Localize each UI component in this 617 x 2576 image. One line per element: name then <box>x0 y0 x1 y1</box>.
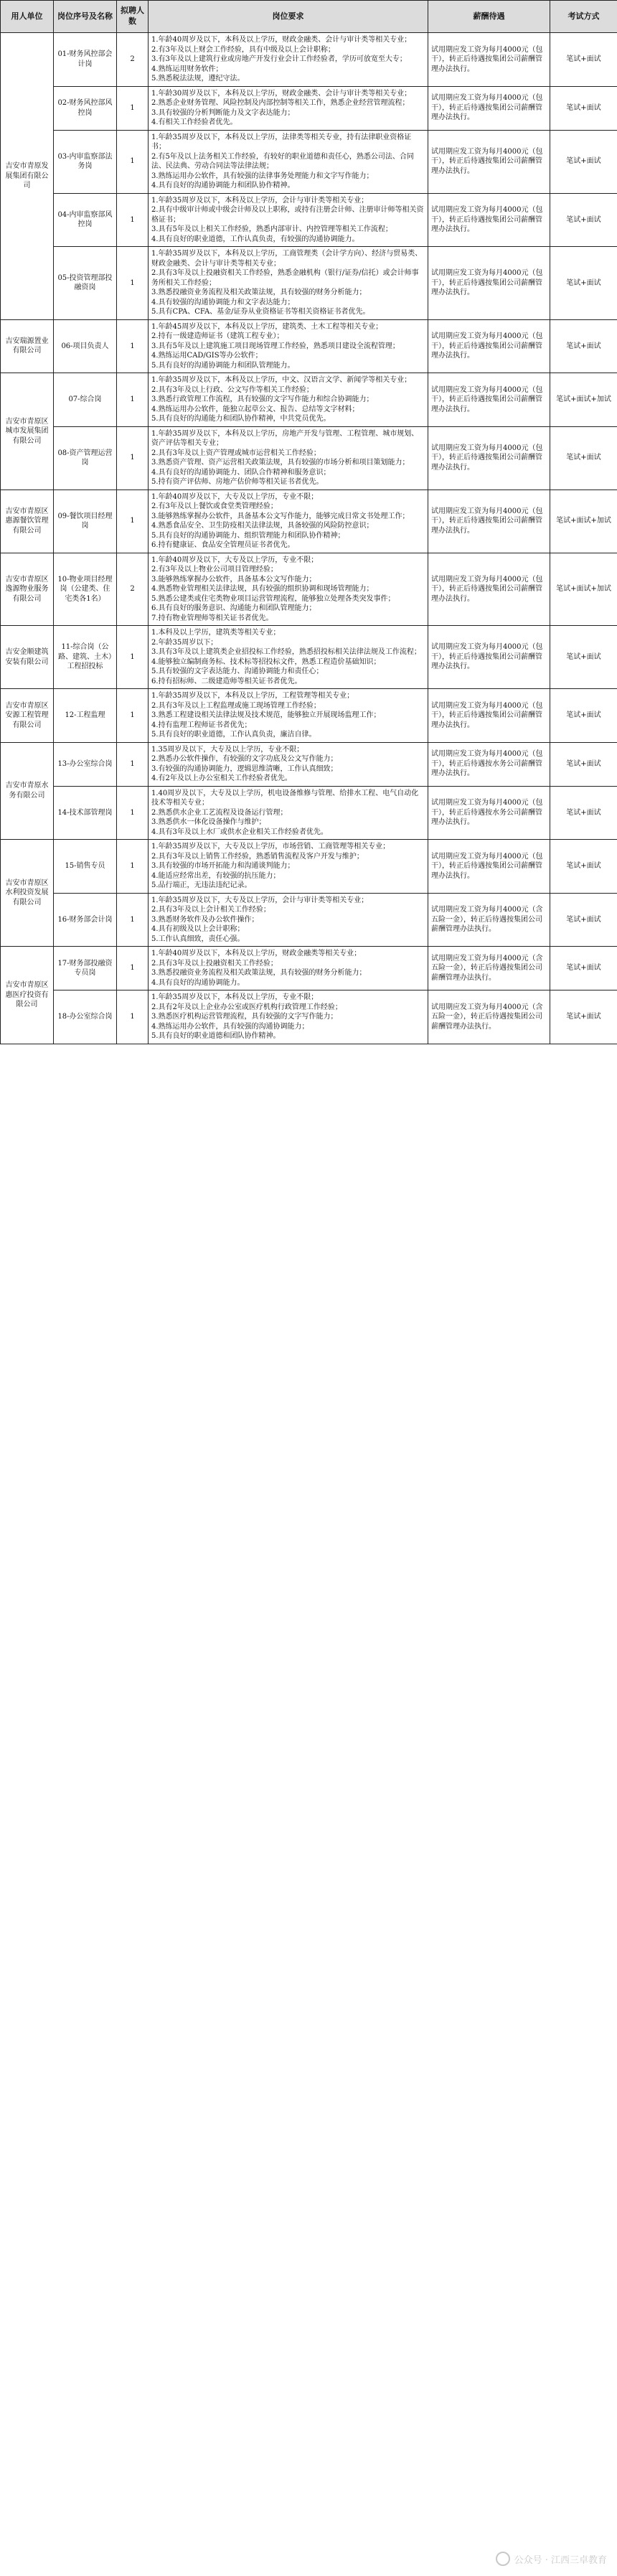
table-row <box>1 990 617 1044</box>
requirements-cell: 1.年龄40周岁及以下，大专及以上学历，专业不限； 2.有3年及以上物业公司项目管理经验； 3.能够熟练掌握办公软件，具备基本公文写作能力； 4.熟悉物业管理相关法律法规，具有较强的组织协调和现场管理能力； 5.熟悉公建类或住宅类物业项目运营管理流程，能够独立处理各类突发事件； 6.具有良好的服务意识、沟通能力和团队管理能力； 7.持有物业管理师等相关证书者优先。 <box>149 553 428 626</box>
table-row <box>1 553 617 626</box>
employer-cell: 吉安市青原区惠源餐饮管理有限公司 <box>1 490 54 553</box>
exam-cell: 笔试+面试 <box>550 319 617 373</box>
requirements-cell: 1.年龄35周岁及以下，本科及以上学历，中文、汉语言文学、新闻学等相关专业； 2.具有3年及以上行政、公文写作等相关工作经验； 3.熟悉行政管理工作流程，具有较强的文字写作能力和综合协调能力； 4.熟练运用办公软件，能独立起草公文、报告、总结等文字材料； 5.具有良好的沟通能力和团队协作精神，中共党员优先。 <box>149 373 428 427</box>
wechat-icon <box>496 2552 510 2566</box>
position-cell: 10-物业项目经理岗（公建类、住宅类各1名） <box>54 553 117 626</box>
count-cell: 1 <box>117 193 149 247</box>
salary-cell: 试用期应发工资为每月4000元（包干），转正后待遇按水务公司薪酬管理办法执行。 <box>428 742 550 786</box>
position-cell: 09-餐饮项目经理岗 <box>54 490 117 553</box>
header-salary: 薪酬待遇 <box>428 1 550 33</box>
count-cell: 1 <box>117 893 149 947</box>
table-row <box>1 426 617 490</box>
count-cell: 1 <box>117 86 149 130</box>
table-row <box>1 86 617 130</box>
exam-cell: 笔试+面试 <box>550 33 617 87</box>
requirements-cell: 1.年龄40周岁及以下，大专及以上学历，专业不限； 2.有3年及以上餐饮或食堂类管理经验； 3.能够熟练掌握办公软件，具备基本公文写作能力，能够完成日常文书处理工作； 4.熟悉食品安全、卫生防疫相关法律法规，具备较强的风险防控意识； 5.具有良好的沟通协调能力、组织管理能力和团队协作精神； 6.持有健康证、食品安全管理员证书者优先。 <box>149 490 428 553</box>
employer-cell: 吉安市青原区安源工程管理有限公司 <box>1 689 54 743</box>
exam-cell: 笔试+面试 <box>550 786 617 840</box>
exam-cell: 笔试+面试+加试 <box>550 490 617 553</box>
position-cell: 11-综合岗（公路、建筑、土木）工程招投标 <box>54 626 117 689</box>
salary-cell: 试用期应发工资为每月4000元（含五险一金），转正后待遇按集团公司薪酬管理办法执行。 <box>428 990 550 1044</box>
count-cell: 1 <box>117 130 149 193</box>
requirements-cell: 1.本科及以上学历，建筑类等相关专业； 2.年龄35周岁以下； 3.具有3年及以上建筑类企业招投标工作经验，熟悉招投标相关法律法规及工作流程； 4.能够独立编制商务标、技术标等招投标文件，熟悉工程造价基础知识； 5.具有较强的文字表达能力、沟通协调能力和责任心； 6.持有招标师、二级建造师等相关证书者优先。 <box>149 626 428 689</box>
header-requirements: 岗位要求 <box>149 1 428 33</box>
requirements-cell: 1.年龄40周岁及以下，本科及以上学历，财政金融类等相关专业； 2.具有3年及以上投融资相关工作经验； 3.熟悉投融资业务流程及相关政策法规，具有较强的财务分析能力； 4.具有良好的沟通协调能力。 <box>149 947 428 990</box>
requirements-cell: 1.年龄35周岁及以下，本科及以上学历，房地产开发与管理、工程管理、城市规划、资产评估等相关专业； 2.具有3年及以上资产管理或城市运营相关工作经验； 3.熟悉资产管理、资产运营相关政策法规，具有较强的市场分析和项目策划能力； 4.具有良好的沟通协调能力、团队合作精神和服务意识； 5.持有资产评估师、房地产估价师等相关证书者优先。 <box>149 426 428 490</box>
requirements-cell: 1.年龄35周岁及以下，大专及以上学历，市场营销、工商管理等相关专业； 2.具有3年及以上销售工作经验，熟悉销售流程及客户开发与维护； 3.具有较强的市场开拓能力和沟通谈判能力； 4.能适应经常出差，有较强的抗压能力； 5.品行端正，无违法违纪记录。 <box>149 840 428 894</box>
exam-cell: 笔试+面试 <box>550 990 617 1044</box>
exam-cell: 笔试+面试 <box>550 426 617 490</box>
exam-cell: 笔试+面试 <box>550 840 617 894</box>
table-row <box>1 786 617 840</box>
position-cell: 08-资产管理运营岗 <box>54 426 117 490</box>
exam-cell: 笔试+面试 <box>550 193 617 247</box>
count-cell: 2 <box>117 553 149 626</box>
employer-cell: 吉安市青原水务有限公司 <box>1 742 54 840</box>
salary-cell: 试用期应发工资为每月4000元（含五险一金），转正后待遇按集团公司薪酬管理办法执行。 <box>428 893 550 947</box>
table-row <box>1 840 617 894</box>
header-employer: 用人单位 <box>1 1 54 33</box>
requirements-cell: 1.年龄35周岁及以下，本科及以上学历，会计与审计类等相关专业； 2.具有中级审计师或中级会计师及以上职称，或持有注册会计师、注册审计师等相关资格证书； 3.具有5年及以上相关工作经验，熟悉内部审计、内控管理等相关工作流程； 4.具有良好的职业道德，工作认真负责，有较强的沟通协调能力。 <box>149 193 428 247</box>
count-cell: 1 <box>117 742 149 786</box>
position-cell: 03-内审监察部法务岗 <box>54 130 117 193</box>
salary-cell: 试用期应发工资为每月4000元（包干），转正后待遇按集团公司薪酬管理办法执行。 <box>428 33 550 87</box>
salary-cell: 试用期应发工资为每月4000元（包干），转正后待遇按集团公司薪酬管理办法执行。 <box>428 193 550 247</box>
requirements-cell: 1.年龄35周岁及以下，大专及以上学历，会计与审计类等相关专业； 2.具有3年及以上会计相关工作经验； 3.熟悉财务软件及办公软件操作； 4.具有初级及以上会计职称； 5.工作认真细致，责任心强。 <box>149 893 428 947</box>
salary-cell: 试用期应发工资为每月4000元（包干），转正后待遇按集团公司薪酬管理办法执行。 <box>428 373 550 427</box>
requirements-cell: 1.年龄35周岁及以下，本科及以上学历，工商管理类（会计学方向）、经济与贸易类、财政金融类、会计与审计类等相关专业； 2.具有3年及以上投融资相关工作经验，熟悉金融机构（银行/证券/信托）或会计师事务所相关工作经验； 3.熟悉投融资业务流程及相关政策法规，具有较强的财务分析能力； 4.具有较强的沟通协调能力和文字表达能力； 5.具有CPA、CFA、基金/证券从业资格证书等相关资格证书者优先。 <box>149 247 428 320</box>
salary-cell: 试用期应发工资为每月4000元（包干），转正后待遇按集团公司薪酬管理办法执行。 <box>428 86 550 130</box>
position-cell: 13-办公室综合岗 <box>54 742 117 786</box>
position-cell: 01-财务风控部会计岗 <box>54 33 117 87</box>
position-cell: 14-技术部管理岗 <box>54 786 117 840</box>
table-row <box>1 193 617 247</box>
table-row <box>1 490 617 553</box>
table-row <box>1 373 617 427</box>
count-cell: 1 <box>117 990 149 1044</box>
employer-cell: 吉安市青原区逸源物业服务有限公司 <box>1 553 54 626</box>
count-cell: 1 <box>117 626 149 689</box>
salary-cell: 试用期应发工资为每月4000元（包干），转正后待遇按集团公司薪酬管理办法执行。 <box>428 840 550 894</box>
position-cell: 05-投资管理部投融资岗 <box>54 247 117 320</box>
exam-cell: 笔试+面试 <box>550 689 617 743</box>
table-header-row <box>1 1 617 33</box>
table-row <box>1 130 617 193</box>
position-cell: 04-内审监察部风控岗 <box>54 193 117 247</box>
table-row <box>1 319 617 373</box>
requirements-cell: 1.年龄35周岁及以下，本科及以上学历，工程管理等相关专业； 2.具有3年及以上工程监理或施工现场管理工作经验； 3.熟悉工程建设相关法律法规及技术规范，能够独立开展现场监理工作； 4.持有监理工程师证书者优先； 5.具有良好的职业道德，工作认真负责，廉洁自律。 <box>149 689 428 743</box>
salary-cell: 试用期应发工资为每月4000元（包干），转正后待遇按集团公司薪酬管理办法执行。 <box>428 689 550 743</box>
position-cell: 12-工程监理 <box>54 689 117 743</box>
employer-cell: 吉安市青原发展集团有限公司 <box>1 33 54 320</box>
position-cell: 16-财务部会计岗 <box>54 893 117 947</box>
requirements-cell: 1.年龄45周岁及以下，本科及以上学历，建筑类、土木工程等相关专业； 2.持有一级建造师证书（建筑工程专业）； 3.具有5年及以上建筑施工项目现场管理工作经验，熟悉项目建设全流程管理； 4.熟练运用CAD/GIS等办公软件； 5.具有良好的沟通协调能力和团队管理能力。 <box>149 319 428 373</box>
count-cell: 1 <box>117 319 149 373</box>
position-cell: 15-销售专员 <box>54 840 117 894</box>
table-row <box>1 33 617 87</box>
salary-cell: 试用期应发工资为每月4000元（含五险一金），转正后待遇按集团公司薪酬管理办法执行。 <box>428 947 550 990</box>
position-cell: 06-项目负责人 <box>54 319 117 373</box>
position-cell: 17-财务部投融资专员岗 <box>54 947 117 990</box>
table-row <box>1 626 617 689</box>
exam-cell: 笔试+面试 <box>550 130 617 193</box>
watermark-text: 公众号 · 江西三卓教育 <box>514 2554 607 2566</box>
employer-cell: 吉安瑞源置业有限公司 <box>1 319 54 373</box>
requirements-cell: 1.年龄35周岁及以下，本科及以上学历，法律类等相关专业，持有法律职业资格证书； 2.有5年及以上法务相关工作经验，有较好的职业道德和责任心，熟悉公司法、合同法、民法典、劳动合同法等法律法规； 3.熟练运用办公软件，具有较强的法律事务处理能力和文字写作能力； 4.具有良好的沟通协调能力和团队协作精神。 <box>149 130 428 193</box>
count-cell: 1 <box>117 947 149 990</box>
salary-cell: 试用期应发工资为每月4000元（包干），转正后待遇按集团公司薪酬管理办法执行。 <box>428 490 550 553</box>
header-exam: 考试方式 <box>550 1 617 33</box>
table-row <box>1 947 617 990</box>
salary-cell: 试用期应发工资为每月4000元（包干），转正后待遇按集团公司薪酬管理办法执行。 <box>428 247 550 320</box>
employer-cell: 吉安金顺建筑安装有限公司 <box>1 626 54 689</box>
watermark <box>496 2552 607 2566</box>
requirements-cell: 1.40周岁及以下，大专及以上学历，机电设备维修与管理、给排水工程、电气自动化技术等相关专业； 2.熟悉供水企业工艺流程及设备运行管理； 3.熟悉供水一体化设备操作与维护； 4.具有3年及以上水厂或供水企业相关工作经验者优先。 <box>149 786 428 840</box>
exam-cell: 笔试+面试 <box>550 247 617 320</box>
header-position: 岗位序号及名称 <box>54 1 117 33</box>
requirements-cell: 1.年龄30周岁及以下，本科及以上学历，财政金融类、会计与审计类等相关专业； 2.熟悉企业财务管理、风险控制及内部控制等相关工作，熟悉企业经营管理流程； 3.具有较强的分析判断能力及文字表达能力； 4.有相关工作经验者优先。 <box>149 86 428 130</box>
count-cell: 1 <box>117 689 149 743</box>
exam-cell: 笔试+面试 <box>550 947 617 990</box>
salary-cell: 试用期应发工资为每月4000元（包干），转正后待遇按集团公司薪酬管理办法执行。 <box>428 626 550 689</box>
table-row <box>1 742 617 786</box>
employer-cell: 吉安市青原区水利投资发展有限公司 <box>1 840 54 947</box>
exam-cell: 笔试+面试 <box>550 893 617 947</box>
position-cell: 02-财务风控部风控岗 <box>54 86 117 130</box>
requirements-cell: 1.年龄35周岁及以下，本科及以上学历，专业不限； 2.具有2年及以上企业办公室或医疗机构行政管理工作经验； 3.熟悉医疗机构运营管理流程，具有较强的文字写作能力； 4.熟练运用办公软件，具有较强的沟通协调能力； 5.具有良好的职业道德和团队协作精神。 <box>149 990 428 1044</box>
positions-table <box>0 0 617 1044</box>
count-cell: 1 <box>117 426 149 490</box>
salary-cell: 试用期应发工资为每月4000元（包干），转正后待遇按水务公司薪酬管理办法执行。 <box>428 786 550 840</box>
count-cell: 1 <box>117 786 149 840</box>
salary-cell: 试用期应发工资为每月4000元（包干），转正后待遇按集团公司薪酬管理办法执行。 <box>428 130 550 193</box>
exam-cell: 笔试+面试 <box>550 742 617 786</box>
requirements-cell: 1.35周岁及以下，大专及以上学历，专业不限； 2.熟悉办公软件操作，有较强的文字功底及公文写作能力； 3.有较强的沟通协调能力，逻辑思维清晰，工作认真细致； 4.有2年及以上办公室相关工作经验者优先。 <box>149 742 428 786</box>
count-cell: 1 <box>117 840 149 894</box>
count-cell: 2 <box>117 33 149 87</box>
exam-cell: 笔试+面试+加试 <box>550 553 617 626</box>
header-count: 拟聘人数 <box>117 1 149 33</box>
count-cell: 1 <box>117 373 149 427</box>
position-cell: 18-办公室综合岗 <box>54 990 117 1044</box>
table-row <box>1 689 617 743</box>
count-cell: 1 <box>117 247 149 320</box>
salary-cell: 试用期应发工资为每月4000元（包干），转正后待遇按集团公司薪酬管理办法执行。 <box>428 426 550 490</box>
requirements-cell: 1.年龄40周岁及以下，本科及以上学历，财政金融类、会计与审计类等相关专业； 2.有3年及以上财会工作经验，具有中级及以上会计职称； 3.有3年及以上建筑行业或房地产开发行业会计工作经验者，学历可放宽至大专； 4.熟练运用财务软件； 5.熟悉税法法规，遵纪守法。 <box>149 33 428 87</box>
employer-cell: 吉安市青原区惠医疗投资有限公司 <box>1 947 54 1044</box>
table-body <box>1 33 617 1044</box>
exam-cell: 笔试+面试+加试 <box>550 373 617 427</box>
exam-cell: 笔试+面试 <box>550 626 617 689</box>
count-cell: 1 <box>117 490 149 553</box>
table-row <box>1 893 617 947</box>
exam-cell: 笔试+面试 <box>550 86 617 130</box>
table-row <box>1 247 617 320</box>
employer-cell: 吉安市青原区城市发展集团有限公司 <box>1 373 54 490</box>
position-cell: 07-综合岗 <box>54 373 117 427</box>
salary-cell: 试用期应发工资为每月4000元（包干），转正后待遇按集团公司薪酬管理办法执行。 <box>428 553 550 626</box>
salary-cell: 试用期应发工资为每月4000元（包干），转正后待遇按集团公司薪酬管理办法执行。 <box>428 319 550 373</box>
